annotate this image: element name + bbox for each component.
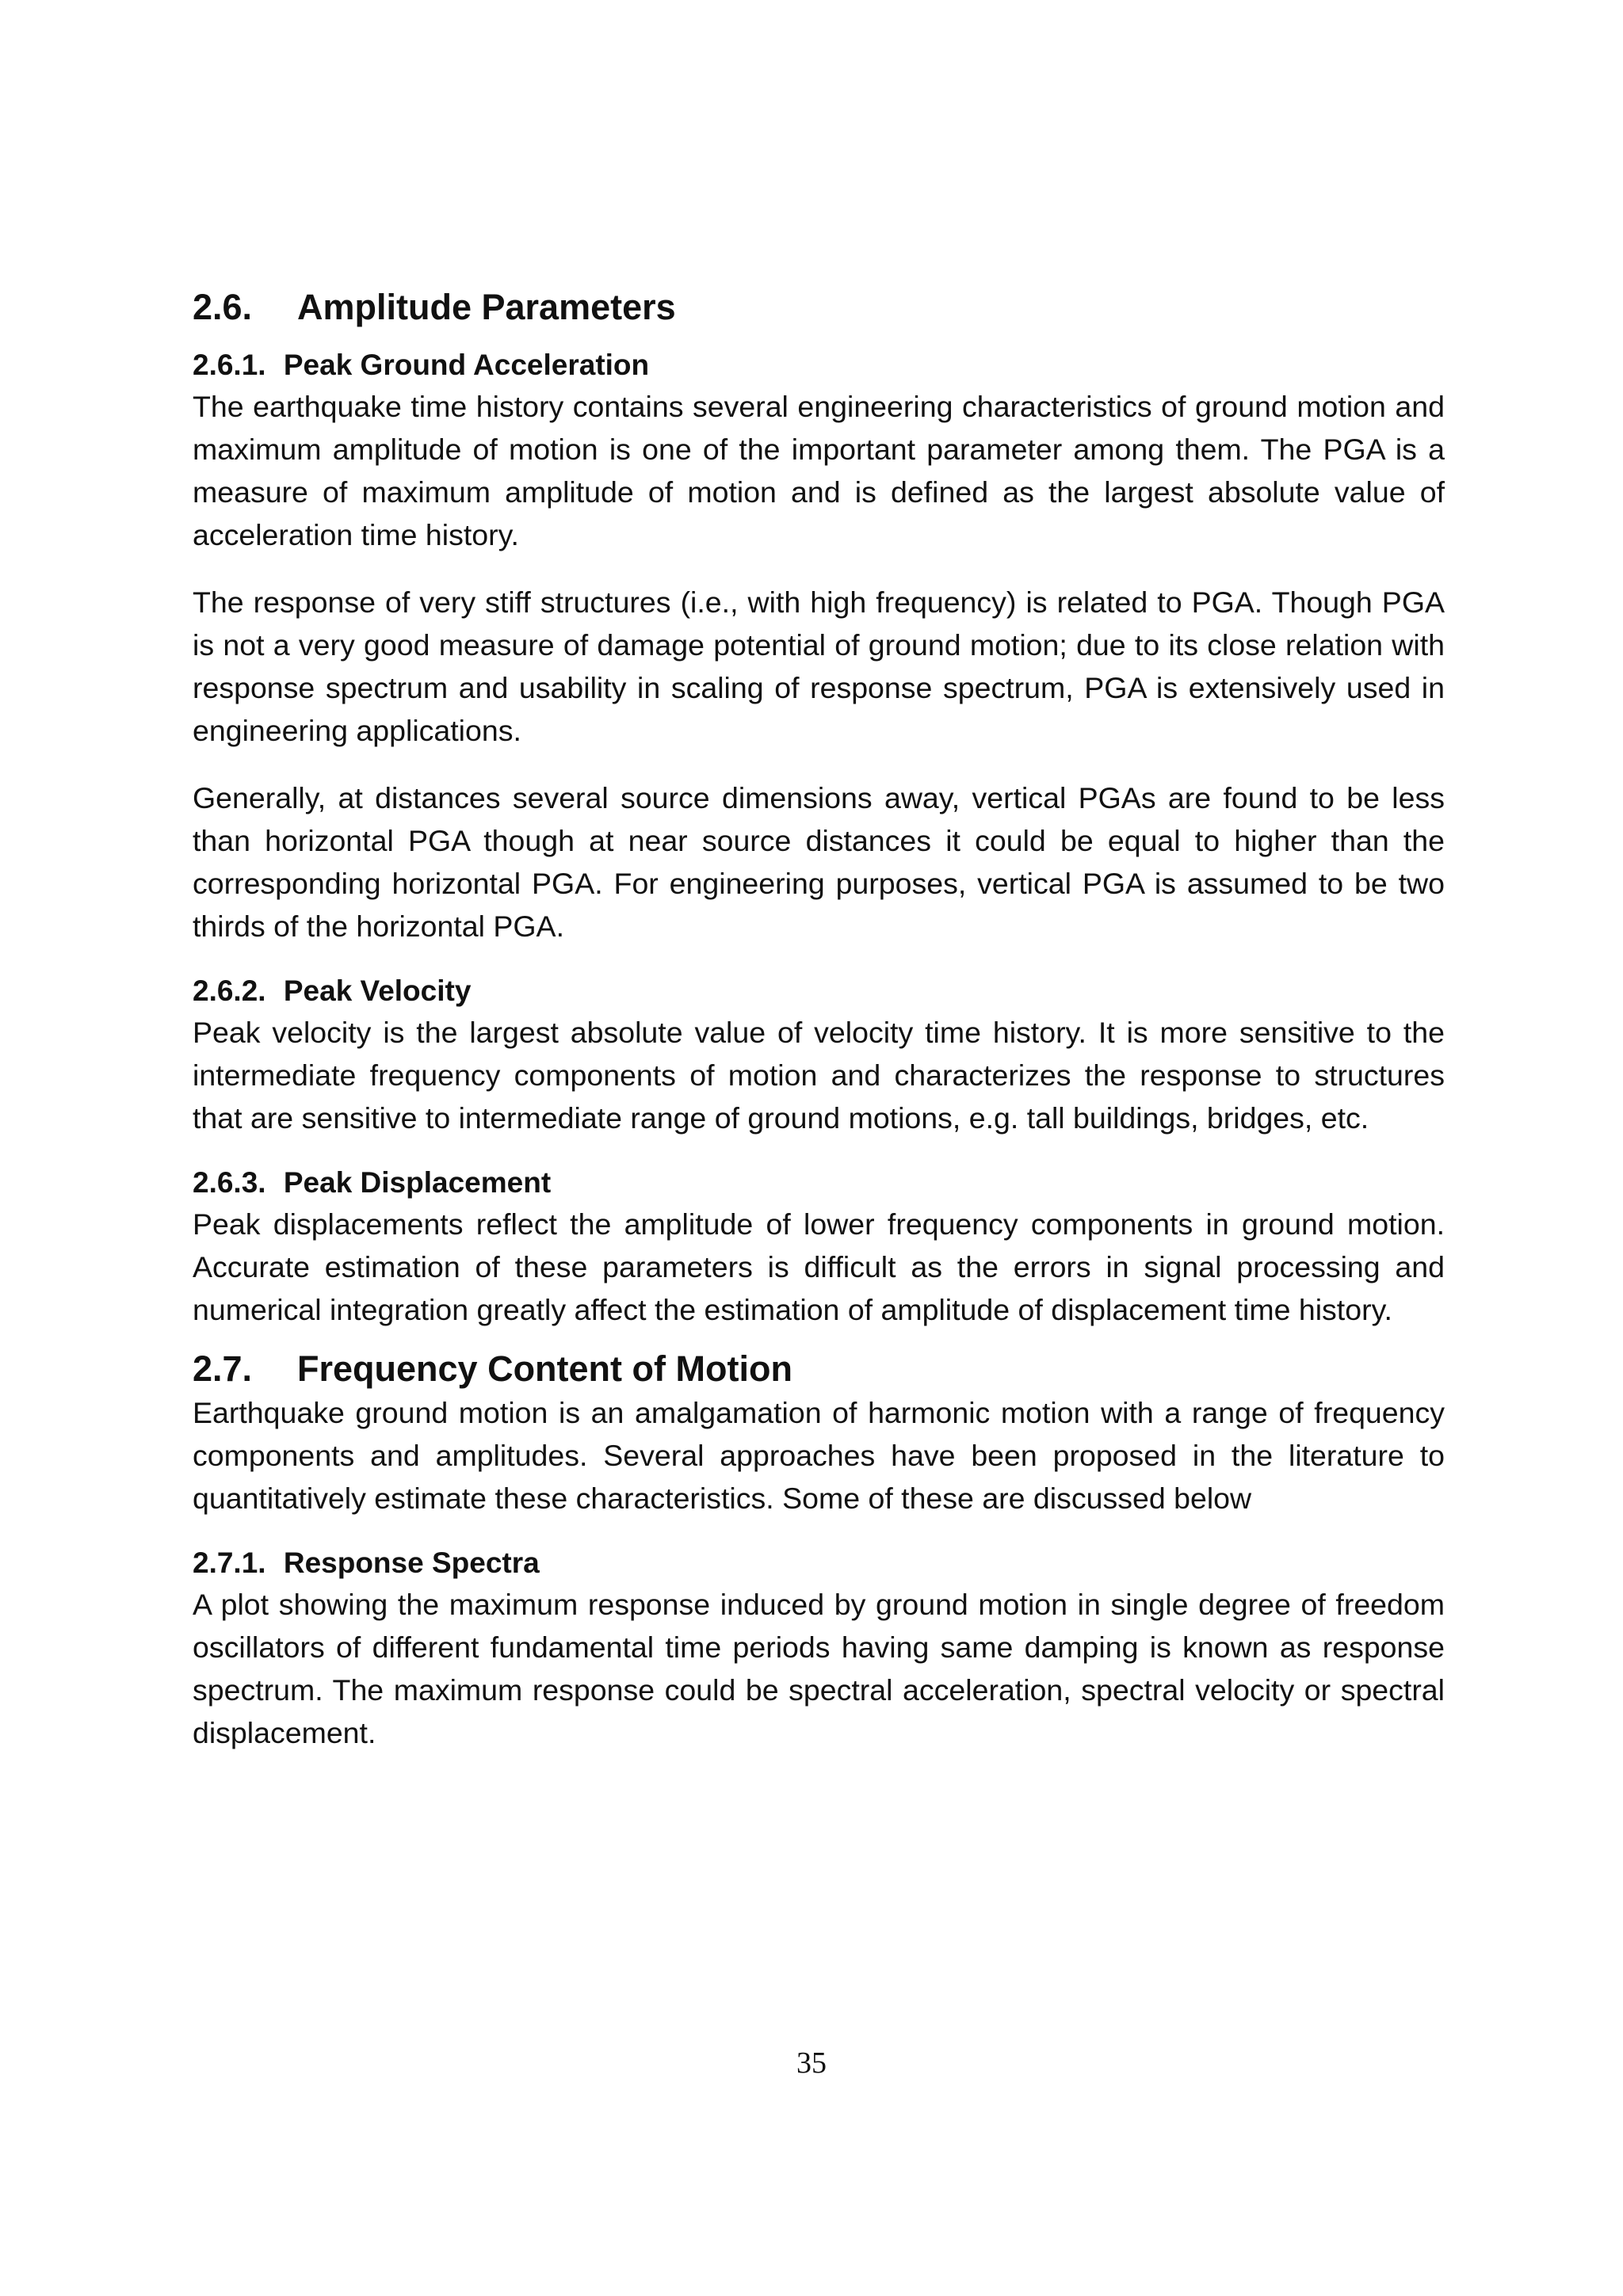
subsection-number: 2.6.1. — [193, 349, 266, 381]
subsection-number: 2.7.1. — [193, 1547, 266, 1579]
page-number: 35 — [796, 2046, 827, 2080]
section-title: Frequency Content of Motion — [297, 1348, 792, 1389]
section-title: Amplitude Parameters — [297, 287, 676, 327]
document-page — [193, 285, 1445, 1754]
section-heading-amplitude-parameters — [193, 285, 1445, 330]
paragraph-pga-vertical: Generally, at distances several source dimensions away, vertical PGAs are found to be less than horizontal PGA though at near source distances it could be equal to higher than the corresponding horizontal PGA. For engineering purposes, vertical PGA is assumed to be two thirds of the horizontal PGA. — [193, 781, 1445, 943]
subsection-heading-peak-velocity — [193, 971, 1445, 1011]
subsection-title: Peak Ground Acceleration — [283, 349, 650, 381]
paragraph-peak-velocity: Peak velocity is the largest absolute value of velocity time history. It is more sensitive to the intermediate frequency components of motion and characterizes the response to structures that are sensitive to intermediate range of ground motions, e.g. tall buildings, bridges, etc. — [193, 1016, 1445, 1135]
paragraph-response-spectra: A plot showing the maximum response induced by ground motion in single degree of freedom oscillators of different fundamental time periods having same damping is known as response spectrum. The maximum response could be spectral acceleration, spectral velocity or spectral displacement. — [193, 1588, 1445, 1749]
subsection-title: Response Spectra — [283, 1547, 540, 1579]
subsection-heading-peak-displacement — [193, 1163, 1445, 1203]
subsection-number: 2.6.3. — [193, 1166, 266, 1199]
section-number: 2.6. — [193, 287, 253, 327]
section-heading-frequency-content — [193, 1347, 1445, 1391]
subsection-title: Peak Velocity — [283, 974, 472, 1007]
subsection-heading-peak-ground-acceleration — [193, 345, 1445, 385]
paragraph-pga-definition: The earthquake time history contains several engineering characteristics of ground motion and maximum amplitude of motion is one of the important parameter among them. The PGA is a measure of maximum amplitude of motion and is defined as the largest absolute value of acceleration time history. — [193, 390, 1445, 551]
paragraph-pga-stiff-structures: The response of very stiff structures (i.e., with high frequency) is related to PGA. Though PGA is not a very good measure of damage potential of ground motion; due to its close relation with response spectrum and usability in scaling of response spectrum, PGA is extensively used in engineering applications. — [193, 585, 1445, 747]
subsection-number: 2.6.2. — [193, 974, 266, 1007]
paragraph-peak-displacement: Peak displacements reflect the amplitude of lower frequency components in ground motion. Accurate estimation of these parameters is difficult as the errors in signal processing and numerical integration greatly affect the estimation of amplitude of displacement time history. — [193, 1207, 1445, 1326]
subsection-heading-response-spectra — [193, 1543, 1445, 1583]
paragraph-frequency-intro: Earthquake ground motion is an amalgamation of harmonic motion with a range of frequency components and amplitudes. Several approaches have been proposed in the literature to quantitatively estimate these characteristics. Some of these are discussed below — [193, 1396, 1445, 1515]
subsection-title: Peak Displacement — [283, 1166, 552, 1199]
section-number: 2.7. — [193, 1348, 253, 1389]
